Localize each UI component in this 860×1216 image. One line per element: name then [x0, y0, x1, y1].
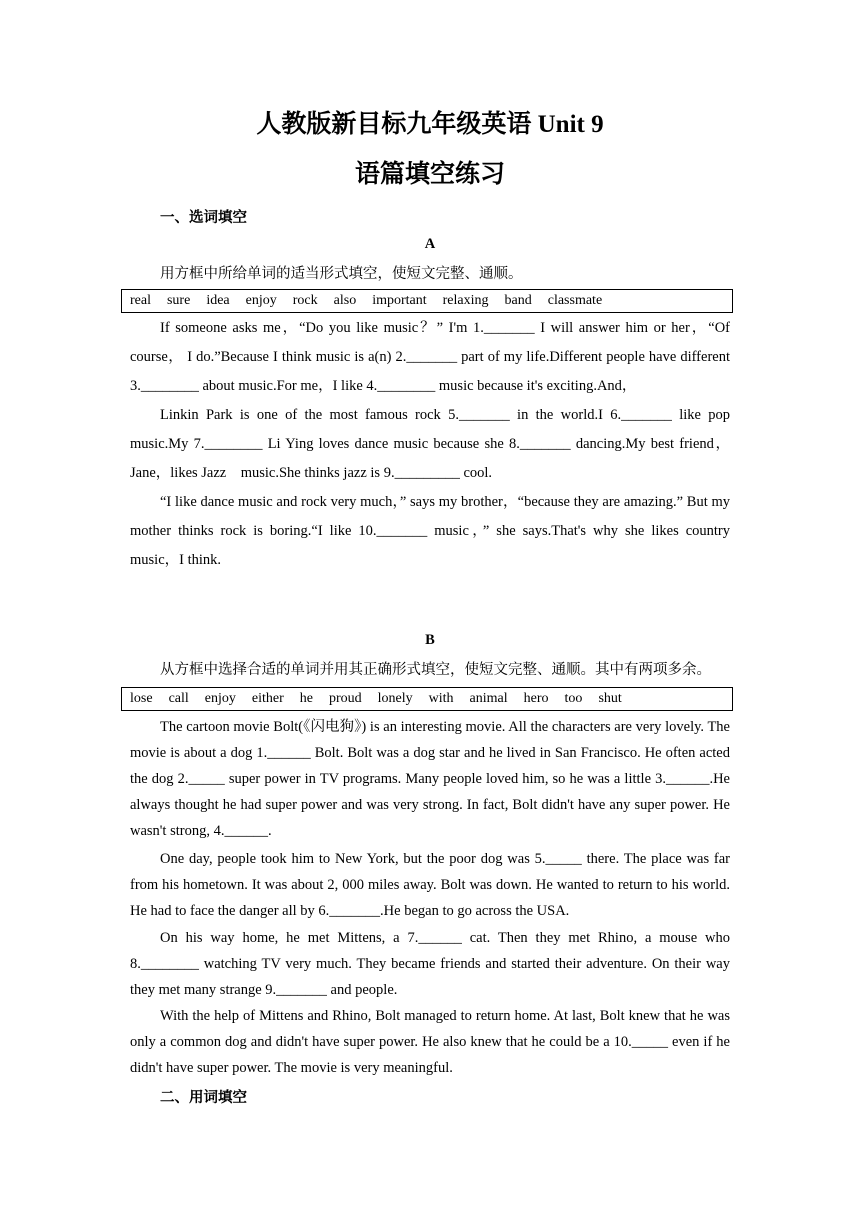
- part-b-label: B: [425, 632, 435, 648]
- word-box-item: band: [504, 293, 532, 308]
- part-a-word-box: [121, 289, 733, 313]
- word-box-item: relaxing: [442, 293, 489, 308]
- word-box-item: classmate: [547, 293, 603, 308]
- word-box-item: enjoy: [204, 691, 236, 706]
- word-box-item: lonely: [377, 691, 413, 706]
- section-heading-2: 二、用词填空: [160, 1090, 247, 1106]
- word-box-item: rock: [292, 293, 318, 308]
- part-a-paragraph-2: Linkin Park is one of the most famous rock 5._______ in the world.I 6._______ like pop music.My 7.________ Li Ying loves dance music because she 8._______ dancing.My best friend，Jane，likes Jazz music.She thinks jazz is 9._________ cool.: [130, 407, 730, 481]
- word-box-item: too: [564, 691, 583, 706]
- part-a-label: A: [424, 236, 436, 252]
- word-box-item: sure: [166, 293, 191, 308]
- part-b-word-box: [121, 687, 733, 711]
- page-title: 人教版新目标九年级英语 Unit 9: [256, 111, 604, 138]
- word-box-item: proud: [328, 691, 362, 706]
- word-box-item: he: [299, 691, 313, 706]
- part-b-paragraph-1: The cartoon movie Bolt(《闪电狗》) is an interesting movie. All the characters are very lovely. The movie is about a dog 1.______ Bolt. Bolt was a dog star and he lived in San Francisco. He often acted the dog 2._____ super power in TV programs. Many people loved him, so he was a little 3.______.He always thought he had super power and was very strong. In fact, Bolt didn't have any super power. He wasn't strong, 4.______.: [130, 719, 730, 839]
- word-box-item: idea: [206, 293, 230, 308]
- part-a-instruction: 用方框中所给单词的适当形式填空，使短文完整、通顺。: [160, 266, 523, 282]
- part-b-paragraph-4: With the help of Mittens and Rhino, Bolt managed to return home. At last, Bolt knew that he was only a common dog and didn't have super power. He also knew that he could be a 10._____ even if he didn't have super power. The movie is very meaningful.: [130, 1008, 730, 1076]
- part-a-paragraph-3: “I like dance music and rock very much，” says my brother，“because they are amazing.” But my mother thinks rock is boring.“I like 10._______ music，” she says.That's why she likes country music，I think.: [130, 494, 730, 568]
- word-box-item: lose: [130, 691, 153, 706]
- part-a-paragraph-1: If someone asks me，“Do you like music？” I'm 1._______ I will answer him or her，“Of course， I do.”Because I think music is a(n) 2._______ part of my life.Different people have different 3.________ about music.For me，I like 4.________ music because it's exciting.And，: [130, 320, 730, 394]
- part-b-paragraph-3: On his way home, he met Mittens, a 7.______ cat. Then they met Rhino, a mouse who 8.________ watching TV very much. They became friends and started their adventure. On their way they met many strange 9._______ and people.: [130, 930, 730, 998]
- word-box-item: call: [168, 691, 189, 706]
- word-box-item: real: [130, 293, 151, 308]
- word-box-item: with: [428, 691, 454, 706]
- page-subtitle: 语篇填空练习: [354, 161, 505, 188]
- word-box-item: also: [333, 293, 357, 308]
- part-b-paragraph-2: One day, people took him to New York, but the poor dog was 5._____ there. The place was far from his hometown. It was about 2, 000 miles away. Bolt was down. He wanted to return to his world. He had to face the danger all by 6._______.He began to go across the USA.: [130, 851, 730, 919]
- section-heading-1: 一、选词填空: [160, 210, 247, 226]
- word-box-item: important: [372, 293, 427, 308]
- word-box-item: shut: [598, 691, 622, 706]
- word-box-item: hero: [523, 691, 549, 706]
- word-box-item: animal: [469, 691, 508, 706]
- word-box-item: either: [251, 691, 284, 706]
- word-box-item: enjoy: [245, 293, 277, 308]
- part-b-instruction: 从方框中选择合适的单词并用其正确形式填空，使短文完整、通顺。其中有两项多余。: [160, 662, 711, 678]
